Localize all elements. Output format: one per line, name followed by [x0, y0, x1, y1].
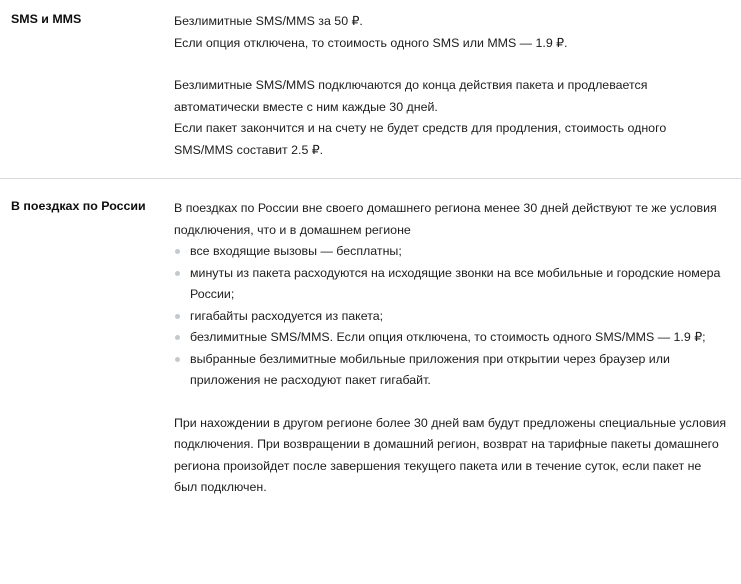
sms-paragraph-3: Безлимитные SMS/MMS подключаются до конца действия пакета и продлевается автоматически вместе с ним каждые 30 дней. — [174, 78, 648, 114]
list-item: выбранные безлимитные мобильные приложения при открытии через браузер или приложения не расходуют пакет гигабайт. — [174, 349, 727, 392]
sms-paragraph-2: Если опция отключена, то стоимость одного SMS или MMS — 1.9 ₽. — [174, 35, 568, 50]
paragraph-spacer — [174, 54, 727, 75]
sms-paragraph-4: Если пакет закончится и на счету не будет средств для продления, стоимость одного SMS/MMS составит 2.5 ₽. — [174, 121, 667, 157]
section-travel-russia — [0, 198, 741, 499]
travel-outro-paragraph: При нахождении в другом регионе более 30 дней вам будут предложены специальные условия подключения. При возвращении в домашний регион, возврат на тарифные пакеты домашнего региона произойдет после завершения текущего пакета или в течение суток, если пакет не был подключен. — [174, 415, 727, 494]
section-description-sms-mms — [174, 11, 741, 161]
list-item: все входящие вызовы — бесплатны; — [174, 241, 727, 263]
section-description-travel-russia — [174, 198, 741, 499]
section-term-sms-mms: SMS и MMS — [11, 12, 82, 26]
sms-paragraph-1: Безлимитные SMS/MMS за 50 ₽. — [174, 14, 363, 28]
section-sms-mms — [0, 0, 741, 161]
paragraph-spacer — [174, 392, 727, 413]
divider-spacer — [0, 179, 741, 198]
list-item: безлимитные SMS/MMS. Если опция отключена, то стоимость одного SMS/MMS — 1.9 ₽; — [174, 327, 727, 349]
list-item: минуты из пакета расходуются на исходящие звонки на все мобильные и городские номера России; — [174, 263, 727, 306]
section-term-travel-russia: В поездках по России — [11, 199, 146, 213]
list-item: гигабайты расходуется из пакета; — [174, 306, 727, 328]
travel-conditions-list — [174, 241, 727, 392]
travel-intro-paragraph: В поездках по России вне своего домашнего региона менее 30 дней действуют те же условия подключения, что и в домашнем регионе — [174, 201, 717, 237]
